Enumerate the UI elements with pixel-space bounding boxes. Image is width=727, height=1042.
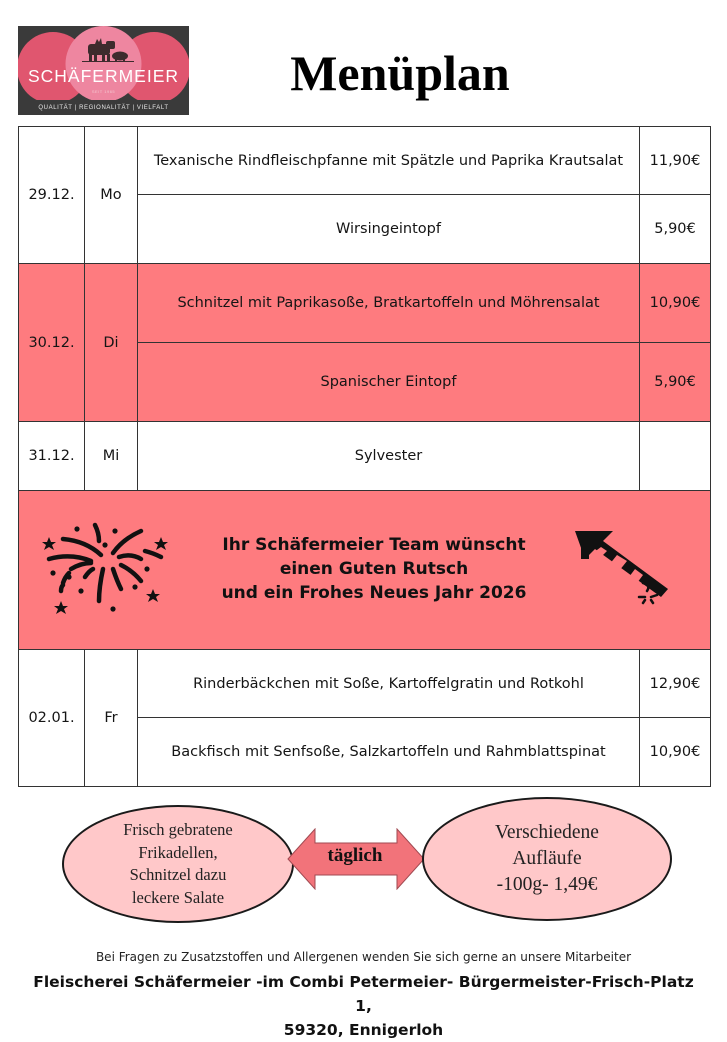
price-cell: 10,90€ — [639, 717, 711, 787]
page-title: Menüplan — [290, 45, 510, 101]
daily-left-line: Schnitzel dazu — [129, 865, 227, 884]
banner-line: Ihr Schäfermeier Team wünscht — [222, 535, 526, 555]
weekday-cell: Mi — [84, 421, 138, 491]
banner-line: und ein Frohes Neues Jahr 2026 — [221, 583, 527, 603]
weekday-cell: Fr — [84, 649, 138, 787]
date-cell: 29.12. — [18, 126, 85, 264]
price-cell: 12,90€ — [639, 649, 711, 718]
daily-left-line: leckere Salate — [131, 887, 225, 907]
dish-cell: Texanische Rindfleischpfanne mit Spätzle und Paprika Krautsalat — [137, 126, 640, 195]
weekday-cell: Mo — [84, 126, 138, 264]
daily-left-line: Frikadellen, — [138, 842, 218, 862]
company-logo — [18, 26, 189, 115]
date-cell: 30.12. — [18, 263, 85, 422]
banner-message — [184, 533, 564, 605]
daily-label: täglich — [327, 845, 383, 866]
dish-cell: Wirsingeintopf — [137, 194, 640, 264]
daily-right-line: -100g- 1,49€ — [496, 874, 598, 895]
price-cell: 5,90€ — [639, 194, 711, 264]
daily-right-ellipse — [422, 797, 672, 921]
banner-line: einen Guten Rutsch — [279, 559, 469, 579]
dish-cell: Sylvester — [137, 421, 640, 491]
logo-name: SCHÄFERMEIER — [27, 66, 180, 86]
price-cell: 10,90€ — [639, 263, 711, 343]
price-cell: 11,90€ — [639, 126, 711, 195]
address-line: 59320, Ennigerloh — [283, 1021, 444, 1039]
logo-since: SEIT 1965 — [91, 89, 116, 94]
address-line: Fleischerei Schäfermeier -im Combi Petermeier- Bürgermeister-Frisch-Platz 1, — [33, 973, 694, 1015]
price-cell: 5,90€ — [639, 342, 711, 422]
store-address — [30, 970, 697, 1042]
new-year-banner — [18, 490, 711, 650]
dish-cell: Schnitzel mit Paprikasoße, Bratkartoffeln und Möhrensalat — [137, 263, 640, 343]
daily-right-line: Aufläufe — [512, 848, 582, 869]
daily-left-line: Frisch gebratene — [123, 820, 233, 839]
logo-tagline: QUALITÄT | REGIONALITÄT | VIELFALT — [38, 105, 169, 111]
price-cell — [639, 421, 711, 491]
fireworks-icon — [41, 521, 171, 616]
rocket-firework-icon — [573, 525, 683, 605]
dish-cell: Rinderbäckchen mit Soße, Kartoffelgratin und Rotkohl — [137, 649, 640, 718]
daily-right-line: Verschiedene — [495, 822, 599, 843]
allergen-note: Bei Fragen zu Zusatzstoffen und Allergenen wenden Sie sich gerne an unsere Mitarbeiter — [95, 950, 632, 964]
dish-cell: Backfisch mit Senfsoße, Salzkartoffeln und Rahmblattspinat — [137, 717, 640, 787]
daily-left-ellipse — [62, 805, 294, 923]
date-cell: 02.01. — [18, 649, 85, 787]
date-cell: 31.12. — [18, 421, 85, 491]
dish-cell: Spanischer Eintopf — [137, 342, 640, 422]
weekday-cell: Di — [84, 263, 138, 422]
